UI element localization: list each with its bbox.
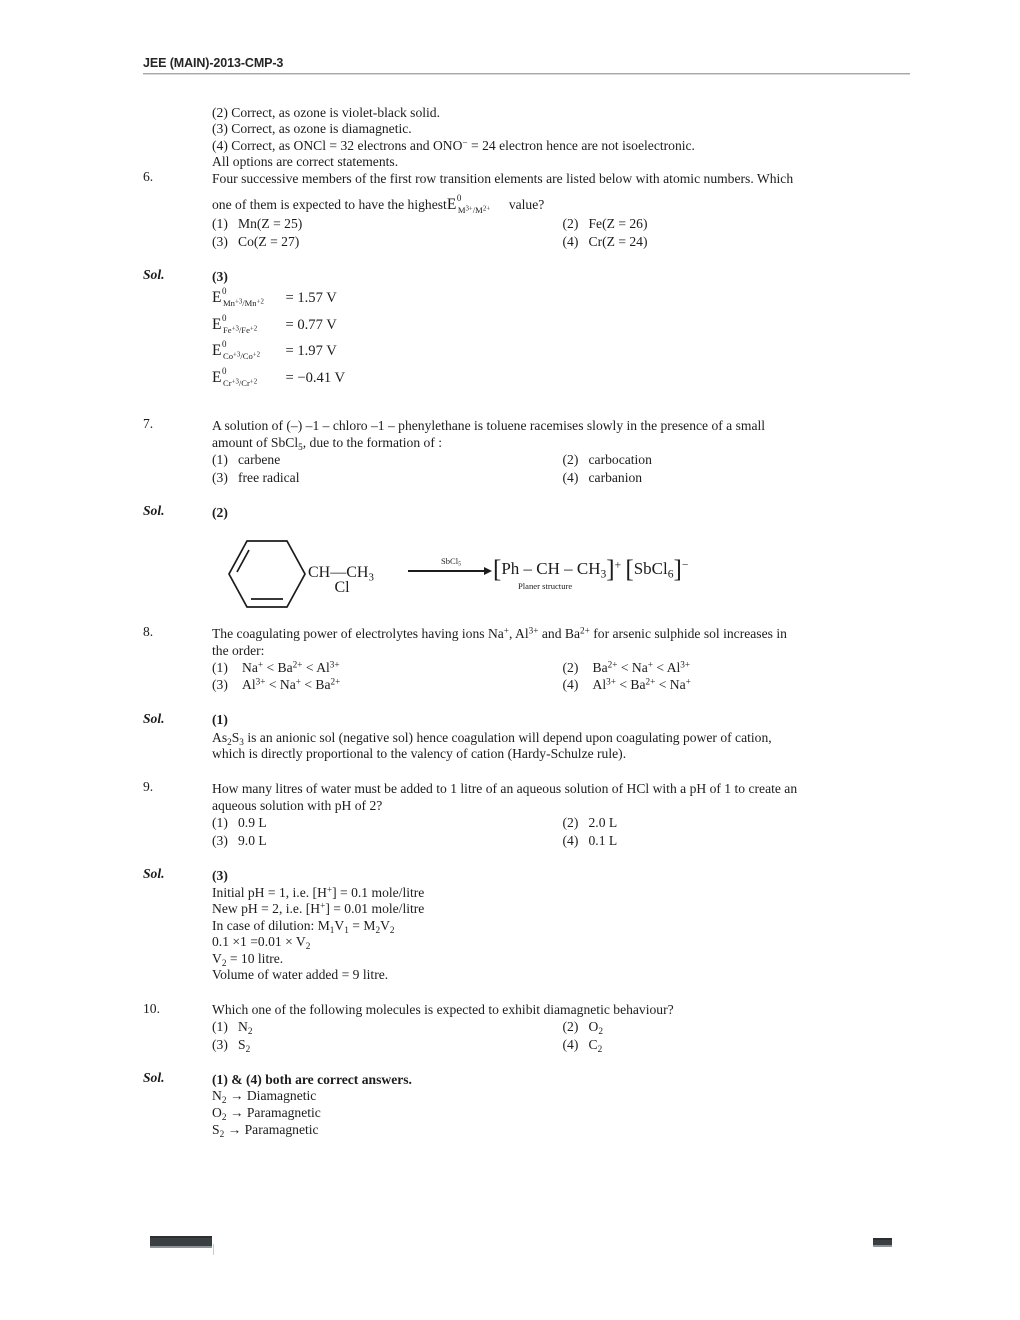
- al-charge: 3+: [528, 625, 539, 636]
- potential-superscript: 0: [456, 192, 462, 203]
- option-item: [563, 832, 914, 850]
- potential-subscript: $M^{3+}/M^{2+}$: [457, 204, 491, 215]
- step-pre: New pH = 2, i.e. [H: [212, 901, 321, 917]
- potential-subscript: $Co^{+3}/Co^{+2}$: [223, 351, 261, 362]
- option-item: [563, 215, 914, 233]
- v1-symbol: V: [334, 917, 345, 933]
- ion-a-charge: 3+: [606, 676, 616, 687]
- page-header: [143, 56, 910, 75]
- question-6-stem-post: value?: [508, 196, 545, 212]
- v1-subscript: 1: [344, 924, 349, 935]
- molecule-symbol: N: [212, 1088, 222, 1104]
- option-label: carbanion: [588, 469, 643, 485]
- ion-c-charge: +: [685, 676, 691, 687]
- option-label: Cr(Z = 24): [588, 233, 648, 249]
- as2s3-b: S: [231, 729, 240, 745]
- ion-a: Al: [242, 677, 256, 693]
- as2s3-sub1: 2: [227, 736, 232, 747]
- option-number: (1): [212, 659, 228, 675]
- chain-ch3: CH: [346, 563, 369, 581]
- as2s3-a: As: [212, 729, 228, 745]
- potential-symbol: E: [212, 288, 222, 306]
- m1-subscript: 1: [329, 924, 335, 935]
- chain-ch3-subscript: 3: [368, 571, 374, 584]
- question-9-stem-line1: How many litres of water must be added to 1 litre of an aqueous solution of HCl with a pH of 1 to create an: [212, 781, 798, 797]
- m2-subscript: 2: [375, 924, 381, 935]
- question-7-options: [212, 451, 913, 486]
- question-10-options: [212, 1018, 913, 1053]
- footer-rule-right: [873, 1238, 892, 1247]
- solution-8-answer: (1): [212, 712, 228, 728]
- option-item: [563, 1018, 914, 1036]
- ion-c-charge: 2+: [330, 676, 341, 687]
- question-6-stem-line2: [212, 188, 913, 216]
- option-item: [563, 659, 914, 677]
- v2-subscript: 2: [389, 924, 395, 935]
- potential-superscript: 0: [222, 312, 227, 323]
- ba-charge: 2+: [580, 625, 590, 636]
- scheme-caption: Planer structure: [518, 580, 573, 591]
- solution-10-mapping: [212, 1105, 913, 1122]
- prev-option-3: (3) Correct, as ozone is diamagnetic.: [212, 121, 412, 137]
- potential-equation: [212, 365, 913, 392]
- question-10-number: 10.: [143, 1000, 160, 1016]
- question-9: [143, 780, 913, 849]
- molecule-subscript: 2: [245, 1043, 251, 1054]
- right-arrow-icon: →: [229, 1105, 244, 1121]
- v2-result-value: = 10 litre.: [226, 950, 284, 966]
- potential-subscript: $Mn^{+3}/Mn^{+2}$: [223, 297, 264, 308]
- option-item: [212, 832, 563, 850]
- option-number: (4): [562, 677, 579, 693]
- calc-text: 0.1 ×1 =0.01 × V: [212, 934, 306, 950]
- option-item: [212, 659, 563, 677]
- option-number: (2): [562, 659, 579, 675]
- step-post: ] = 0.01 mole/litre: [325, 901, 425, 917]
- chloro-label: Cl: [334, 578, 350, 596]
- option-number: (2): [562, 452, 579, 468]
- step-pre: Initial pH = 1, i.e. [H: [212, 884, 327, 900]
- option-item: [563, 1036, 914, 1054]
- footer-tick-mark: [213, 1244, 214, 1255]
- proton-charge: +: [320, 900, 326, 911]
- prev-closing-statement: All options are correct statements.: [212, 154, 399, 170]
- potential-notation-cr: [212, 365, 258, 388]
- option-label: carbocation: [588, 452, 652, 468]
- question-6: [143, 170, 913, 250]
- option-item: [563, 233, 914, 251]
- question-8-stem-line2: the order:: [212, 642, 265, 658]
- proton-charge: +: [326, 884, 333, 895]
- potential-equation: [212, 338, 913, 365]
- option-number: (3): [212, 233, 228, 249]
- magnetic-property: Paramagnetic: [244, 1121, 319, 1137]
- potential-symbol: E: [446, 195, 457, 213]
- question-10-stem: Which one of the following molecules is expected to exhibit diamagnetic behaviour?: [212, 1002, 674, 1018]
- page-content: [143, 104, 913, 1138]
- option-item: [212, 814, 563, 832]
- ion-a-charge: +: [257, 659, 264, 670]
- potential-superscript: 0: [222, 285, 227, 296]
- option-item: [212, 469, 563, 487]
- option-label: Fe(Z = 26): [588, 216, 648, 232]
- potential-value: = 1.97 V: [285, 343, 337, 360]
- ion-c-charge: 3+: [329, 659, 340, 670]
- option-number: (1): [212, 815, 228, 831]
- ion-a: Ba: [592, 659, 608, 675]
- option-number: (3): [212, 677, 228, 693]
- chloro-substituent: [322, 579, 362, 596]
- option-item: [563, 676, 914, 694]
- ion-c-charge: 3+: [680, 659, 691, 670]
- step-post: ] = 0.1 mole/litre: [332, 884, 425, 900]
- sbcl5-subscript: 5: [298, 441, 303, 452]
- solution-9-final-answer: Volume of water added = 9 litre.: [212, 967, 389, 983]
- v2-symbol: V: [380, 917, 390, 933]
- question-7-number: 7.: [143, 416, 154, 432]
- ion-b: < Na: [265, 677, 296, 693]
- na-charge: +: [503, 625, 510, 636]
- potential-symbol: E: [212, 315, 222, 333]
- ion-b-charge: +: [647, 659, 653, 670]
- product-body: Ph – CH – CH: [501, 558, 601, 578]
- dilution-label: In case of dilution: M: [212, 917, 330, 933]
- question-8-number: 8.: [143, 623, 154, 639]
- question-7: [143, 417, 913, 486]
- molecule-subscript: 2: [219, 1128, 225, 1139]
- solution-8: [143, 712, 913, 762]
- option-item: [212, 1018, 563, 1036]
- right-arrow-icon: [408, 566, 494, 576]
- ion-a: Na: [242, 659, 258, 675]
- v2-result-subscript: 2: [221, 957, 227, 968]
- solution-10-mapping: [212, 1121, 913, 1138]
- solution-10-mapping: [212, 1088, 913, 1105]
- question-8-stem-line1: [212, 625, 913, 642]
- question-7-stem-pre: amount of SbCl: [212, 435, 299, 451]
- chain-dash: —: [330, 563, 347, 581]
- q8-stem-c: and Ba: [538, 625, 581, 641]
- option-label: 0.9 L: [238, 815, 267, 831]
- product-open-bracket: [: [493, 555, 502, 583]
- option-label: Mn(Z = 25): [238, 216, 303, 232]
- prev-option-2: (2) Correct, as ozone is violet-black solid.: [212, 104, 441, 120]
- solution-7-label: Sol.: [143, 503, 165, 519]
- prev-option-4-pre: (4) Correct, as ONCl = 32 electrons and ONO: [212, 137, 463, 153]
- arrow-reagent-label: [408, 557, 494, 567]
- molecule-symbol: C: [588, 1036, 598, 1052]
- option-item: [212, 676, 563, 694]
- question-8: [143, 625, 913, 694]
- option-item: [212, 215, 563, 233]
- question-7-stem-line2: [212, 435, 913, 452]
- option-label: carbene: [238, 452, 281, 468]
- option-number: (4): [562, 1036, 579, 1052]
- equals-m2: = M: [348, 917, 376, 933]
- q8-stem-a: The coagulating power of electrolytes having ions Na: [212, 625, 504, 641]
- v2-result-symbol: V: [212, 950, 222, 966]
- potential-symbol: E: [212, 368, 222, 386]
- previous-solution-tail: [143, 104, 913, 170]
- chain-ch: CH: [308, 563, 331, 581]
- footer-rule-left: [150, 1236, 212, 1248]
- potential-symbol: E: [212, 342, 222, 360]
- potential-equation: [212, 285, 913, 312]
- solution-7: [143, 504, 913, 615]
- option-label: 0.1 L: [588, 832, 618, 848]
- option-label: free radical: [238, 469, 300, 485]
- product-charge: +: [614, 558, 622, 572]
- molecule-subscript: 2: [597, 1043, 603, 1054]
- arrow-reagent-subscript: 5: [458, 561, 461, 568]
- counterion-body: SbCl: [633, 558, 668, 578]
- solution-9-step-new-ph: [212, 901, 913, 918]
- question-10: [143, 1002, 913, 1054]
- question-8-options: [212, 659, 913, 694]
- question-7-stem-post: , due to the formation of :: [302, 435, 443, 451]
- question-6-number: 6.: [143, 169, 154, 185]
- calc-subscript: 2: [305, 941, 311, 952]
- solution-6-answer: (3): [212, 268, 228, 284]
- potential-superscript: 0: [222, 339, 227, 350]
- right-arrow-icon: →: [229, 1088, 244, 1104]
- solution-9-answer: (3): [212, 867, 228, 883]
- right-arrow-icon: →: [227, 1121, 242, 1137]
- question-9-number: 9.: [143, 779, 154, 795]
- option-number: (2): [562, 1019, 579, 1035]
- solution-9-label: Sol.: [143, 866, 165, 882]
- solution-6-label: Sol.: [143, 267, 165, 283]
- counterion-subscript: 6: [667, 567, 674, 581]
- solution-9-calculation: [212, 934, 913, 951]
- ion-a-charge: 2+: [607, 659, 618, 670]
- option-number: (4): [562, 233, 579, 249]
- standard-potential-notation: [446, 192, 509, 215]
- potential-notation-co: [212, 339, 261, 362]
- option-number: (3): [212, 469, 228, 485]
- counterion-charge: −: [681, 558, 689, 572]
- ion-c: < Al: [302, 659, 330, 675]
- prev-option-4: [212, 137, 913, 154]
- option-item: [212, 1036, 563, 1054]
- ion-b-charge: 2+: [645, 676, 656, 687]
- molecule-subscript: 2: [221, 1095, 227, 1106]
- potential-subscript: $Fe^{+3}/Fe^{+2}$: [223, 324, 258, 335]
- option-number: (2): [562, 216, 579, 232]
- molecule-subscript: 2: [247, 1025, 253, 1036]
- solution-10-label: Sol.: [143, 1070, 165, 1086]
- option-number: (3): [212, 832, 228, 848]
- page-title: JEE (MAIN)-2013-CMP-3: [143, 56, 284, 70]
- product-expression: [493, 557, 688, 582]
- reaction-arrow-group: [408, 557, 494, 577]
- option-number: (3): [212, 1036, 228, 1052]
- option-item: [563, 814, 914, 832]
- molecule-symbol: O: [588, 1019, 599, 1035]
- solution-9-dilution-formula: [212, 917, 913, 934]
- solution-8-line1-text: is an anionic sol (negative sol) hence coagulation will depend upon coagulating power of cation,: [243, 729, 772, 745]
- option-number: (1): [212, 216, 228, 232]
- counterion-close-bracket: ]: [673, 555, 682, 583]
- solution-6: [143, 268, 913, 391]
- ion-c: < Na: [655, 677, 686, 693]
- solution-8-line2: which is directly proportional to the valency of cation (Hardy-Schulze rule).: [212, 746, 627, 762]
- q8-stem-d: for arsenic sulphide sol increases in: [589, 625, 787, 641]
- option-number: (4): [562, 469, 579, 485]
- question-9-options: [212, 814, 913, 849]
- molecule-subscript: 2: [598, 1025, 603, 1036]
- ion-b: < Ba: [615, 677, 646, 693]
- potential-notation-fe: [212, 312, 258, 335]
- option-item: [212, 451, 563, 469]
- reaction-scheme: [212, 527, 913, 615]
- prev-option-4-charge: −: [462, 137, 468, 148]
- ion-b-charge: +: [295, 676, 301, 687]
- option-label: 2.0 L: [588, 815, 618, 831]
- molecule-symbol: S: [212, 1121, 220, 1137]
- benzene-ring-icon: [225, 535, 309, 616]
- ion-a-charge: 3+: [255, 676, 266, 687]
- magnetic-property: Diamagnetic: [246, 1088, 317, 1104]
- ion-c: < Ba: [300, 677, 331, 693]
- option-item: [563, 469, 914, 487]
- question-7-stem-line1: A solution of (–) –1 – chloro –1 – phenylethane is toluene racemises slowly in the presence of a small: [212, 418, 766, 434]
- potential-value: = −0.41 V: [285, 369, 346, 386]
- ion-c: < Al: [652, 659, 681, 675]
- ion-a: Al: [592, 677, 607, 693]
- question-6-stem-pre: one of them is expected to have the highest: [212, 196, 447, 212]
- potential-equation: [212, 312, 913, 339]
- magnetic-property: Paramagnetic: [246, 1105, 321, 1121]
- molecule-symbol: S: [238, 1036, 246, 1052]
- solution-10: [143, 1071, 913, 1137]
- question-9-stem-line2: aqueous solution with pH of 2?: [212, 798, 383, 814]
- as2s3-sub2: 3: [239, 736, 244, 747]
- molecule-symbol: O: [212, 1105, 222, 1121]
- solution-8-line1: [212, 729, 913, 746]
- solution-7-answer: (2): [212, 504, 228, 520]
- option-label: Co(Z = 27): [238, 233, 300, 249]
- potential-superscript: 0: [222, 365, 227, 376]
- molecule-subscript: 2: [221, 1111, 227, 1122]
- header-divider: [143, 73, 910, 75]
- option-item: [212, 233, 563, 251]
- ion-b-charge: 2+: [292, 659, 303, 670]
- question-6-stem-line1: Four successive members of the first row transition elements are listed below with atomic numbers. Which: [212, 171, 794, 187]
- solution-8-label: Sol.: [143, 710, 165, 726]
- option-number: (2): [562, 815, 579, 831]
- arrow-reagent-text: SbCl: [441, 555, 459, 566]
- option-number: (1): [212, 1019, 228, 1035]
- question-6-options: [212, 215, 913, 250]
- counterion-open-bracket: [: [625, 555, 634, 583]
- potential-value: = 1.57 V: [285, 289, 337, 306]
- solution-10-answer: (1) & (4) both are correct answers.: [212, 1071, 412, 1087]
- product-close-bracket: ]: [606, 555, 615, 583]
- potential-value: = 0.77 V: [285, 316, 337, 333]
- potential-subscript: $Cr^{+3}/Cr^{+2}$: [223, 377, 258, 388]
- solution-9-step-initial-ph: [212, 884, 913, 901]
- option-label: 9.0 L: [238, 832, 267, 848]
- option-item: [563, 451, 914, 469]
- molecule-symbol: N: [238, 1019, 248, 1035]
- solution-9-v2-result: [212, 950, 913, 967]
- product-subscript: 3: [600, 567, 607, 581]
- solution-9: [143, 867, 913, 983]
- q8-stem-b: , Al: [509, 625, 529, 641]
- option-number: (1): [212, 452, 228, 468]
- ion-b: < Na: [617, 659, 648, 675]
- prev-option-4-post: = 24 electron hence are not isoelectronic.: [467, 137, 695, 153]
- potential-notation-mn: [212, 285, 264, 308]
- ion-b: < Ba: [263, 659, 293, 675]
- option-number: (4): [562, 832, 579, 848]
